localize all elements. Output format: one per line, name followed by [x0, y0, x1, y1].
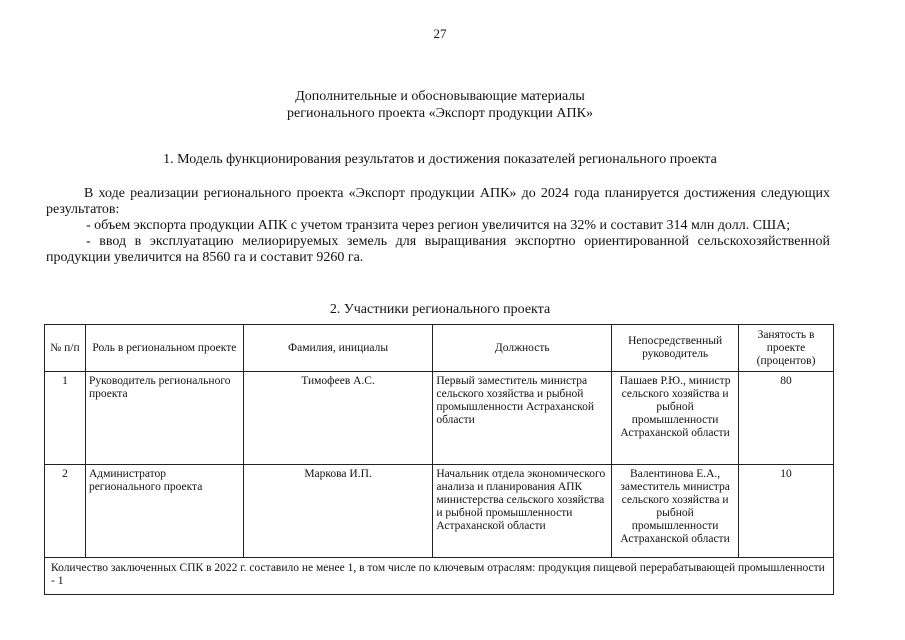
table-footer-note: Количество заключенных СПК в 2022 г. составило не менее 1, в том числе по ключевым отраслям: продукция пищевой перерабатывающей промышленности - 1 [45, 558, 834, 595]
header-role: Роль в региональном проекте [85, 325, 243, 372]
header-name: Фамилия, инициалы [243, 325, 433, 372]
header-supervisor: Непосредственный руководитель [612, 325, 739, 372]
header-employment: Занятость в проекте (процентов) [739, 325, 834, 372]
table-footer-row [45, 558, 834, 595]
row-position: Первый заместитель министра сельского хозяйства и рыбной промышленности Астраханской области [433, 372, 612, 465]
section-1-title: 1. Модель функционирования результатов и достижения показателей регионального проекта [163, 152, 717, 167]
row-employment: 10 [739, 465, 834, 558]
header-num: № п/п [45, 325, 86, 372]
intro-paragraph: В ходе реализации регионального проекта «Экспорт продукции АПК» до 2024 года планируется достижения следующих результатов: [46, 186, 830, 217]
participants-table [44, 324, 834, 595]
row-name: Маркова И.П. [243, 465, 433, 558]
page-number: 27 [433, 26, 447, 41]
row-role: Администратор регионального проекта [85, 465, 243, 558]
body-text [46, 186, 830, 266]
header-position: Должность [433, 325, 612, 372]
bullet-paragraph-2: - ввод в эксплуатацию мелиорируемых земель для выращивания экспортно ориентированной сельскохозяйственной продукции увеличится на 8560 га и составит 9260 га. [46, 234, 830, 265]
row-employment: 80 [739, 372, 834, 465]
row-role: Руководитель регионального проекта [85, 372, 243, 465]
row-supervisor: Пашаев Р.Ю., министр сельского хозяйства и рыбной промышленности Астраханской области [612, 372, 739, 465]
section-2-title: 2. Участники регионального проекта [329, 302, 551, 317]
row-position: Начальник отдела экономического анализа и планирования АПК министерства сельского хозяйства и рыбной промышленности Астраханской области [433, 465, 612, 558]
table-row [45, 465, 834, 558]
row-num: 2 [45, 465, 86, 558]
document-header [0, 88, 880, 122]
header-line-1: Дополнительные и обосновывающие материалы [295, 89, 585, 104]
header-line-2: регионального проекта «Экспорт продукции АПК» [287, 106, 593, 121]
row-name: Тимофеев А.С. [243, 372, 433, 465]
row-num: 1 [45, 372, 86, 465]
table-row [45, 372, 834, 465]
table-header-row [45, 325, 834, 372]
bullet-paragraph-1: - объем экспорта продукции АПК с учетом транзита через регион увеличится на 32% и составит 314 млн долл. США; [86, 218, 791, 233]
row-supervisor: Валентинова Е.А., заместитель министра сельского хозяйства и рыбной промышленности Астраханской области [612, 465, 739, 558]
